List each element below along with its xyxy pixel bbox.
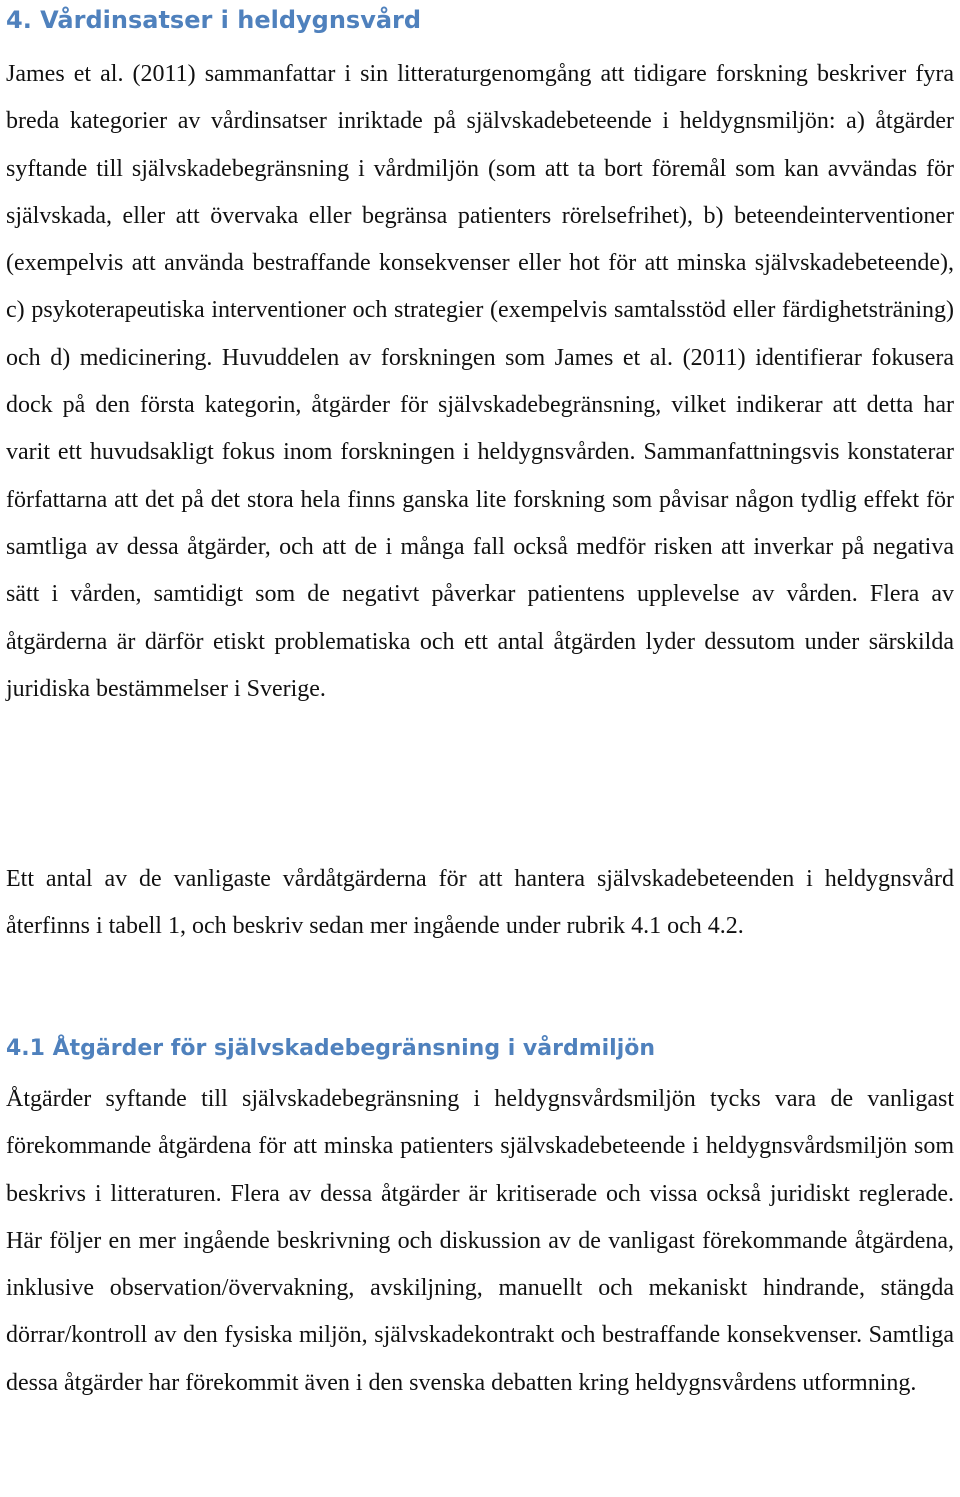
section-heading: 4. Vårdinsatser i heldygnsvård bbox=[6, 6, 422, 34]
section-paragraph-2: Ett antal av de vanligaste vårdåtgärderna för att hantera självskadebeteenden i heldygnsvård återfinns i tabell 1, och beskriv sedan mer ingående under rubrik 4.1 och 4.2. bbox=[6, 866, 954, 940]
subsection-paragraph-1: Åtgärder syftande till självskadebegränsning i heldygnsvårdsmiljön tycks vara de vanligast förekommande åtgärdena för att minska patienters självskadebeteende i heldygnsvårdsmiljön som beskrivs i litteraturen. Flera av dessa åtgärder är kritiserade och vissa också juridiskt reglerade. Här följer en mer ingående beskrivning och diskussion av de vanligast förekommande åtgärdena, inklusive observation/övervakning, avskiljning, manuellt och mekaniskt hindrande, stängda dörrar/kontroll av den fysiska miljön, självskadekontrakt och bestraffande konsekvenser. Samtliga dessa åtgärder har förekommit även i den svenska debatten kring heldygnsvårdens utformning. bbox=[6, 1086, 954, 1396]
section-paragraph-1: James et al. (2011) sammanfattar i sin litteraturgenomgång att tidigare forskning beskriver fyra breda kategorier av vårdinsatser inriktade på självskadebeteende i heldygnsmiljön: a) åtgärder syftande till självskadebegränsning i vårdmiljön (som att ta bort föremål som kan avvändas för självskada, eller att övervaka eller begränsa patienters rörelsefrihet), b) beteendeinterventioner (exempelvis att använda bestraffande konsekvenser eller hot för att minska självskadebeteende), c) psykoterapeutiska interventioner och strategier (exempelvis samtalsstöd eller färdighetsträning) och d) medicinering. Huvuddelen av forskningen som James et al. (2011) identifierar fokusera dock på den första kategorin, åtgärder för självskadebegränsning, vilket indikerar att detta har varit ett huvudsakligt fokus inom forskningen i heldygnsvården. Sammanfattningsvis konstaterar författarna att det på det stora hela finns ganska lite forskning som påvisar någon tydlig effekt för samtliga av dessa åtgärder, och att de i många fall också medför risken att inverkar på negativa sätt i vården, samtidigt som de negativt påverkar patientens upplevelse av vården. Flera av åtgärderna är därför etiskt problematiska och ett antal åtgärden lyder dessutom under särskilda juridiska bestämmelser i Sverige. bbox=[6, 61, 954, 702]
subsection-heading: 4.1 Åtgärder för självskadebegränsning i vårdmiljön bbox=[6, 1036, 656, 1061]
